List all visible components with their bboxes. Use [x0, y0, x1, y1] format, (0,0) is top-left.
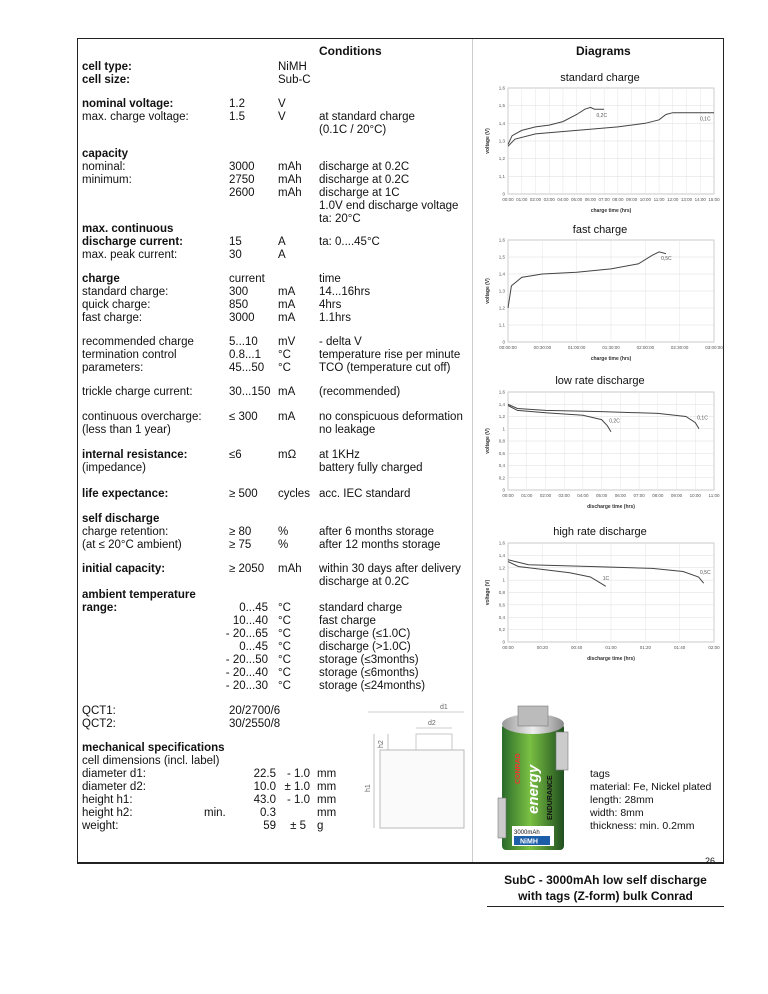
mech-unit: g	[317, 820, 324, 832]
ambient-unit: °C	[278, 654, 291, 666]
ambient-value: - 20...30	[225, 680, 268, 692]
resistance-condition-1: at 1KHz	[319, 449, 360, 461]
x-axis-label: charge time (hrs)	[590, 356, 632, 362]
mech-unit: mm	[317, 807, 337, 819]
series-label: 0,5C	[700, 570, 711, 577]
termination-unit-3: °C	[278, 362, 291, 374]
y-tick-label: 1,4	[498, 120, 505, 126]
charge-value-1: 300	[229, 286, 249, 298]
cell-type-label: cell type:	[82, 61, 132, 73]
capacity-condition-1: discharge at 0.2C	[319, 161, 410, 173]
overcharge-label-1: continuous overcharge:	[82, 411, 202, 423]
tags-heading: tags	[590, 768, 610, 780]
trickle-condition: (recommended)	[319, 386, 401, 398]
life-value: ≥ 500	[229, 488, 258, 500]
capacity-value-2: 2750	[229, 174, 255, 186]
termination-value-2: 0.8...1	[229, 349, 261, 361]
mech-value: 0.3	[260, 807, 276, 819]
voltage-condition-2: (0.1C / 20°C)	[319, 124, 387, 136]
resistance-label-1: internal resistance:	[82, 449, 188, 461]
charge-time-heading: time	[319, 273, 341, 285]
x-tick-label: 01:00	[605, 645, 617, 650]
initial-capacity-value: ≥ 2050	[229, 563, 265, 575]
x-tick-label: 01:00:00	[567, 345, 586, 350]
y-tick-label: 0,6	[498, 602, 505, 608]
qct1-value: 20/2700/6	[229, 705, 281, 717]
termination-condition-1: - delta V	[319, 336, 362, 348]
mechanical-dimensions-note: cell dimensions (incl. label)	[82, 755, 220, 767]
x-tick-label: 07:00	[598, 197, 610, 202]
tags-thickness: thickness: min. 0.2mm	[590, 820, 695, 832]
ambient-value: - 20...65	[225, 628, 268, 640]
ambient-value: 10...40	[232, 615, 268, 627]
battery-photo	[490, 702, 580, 854]
ambient-value: 0...45	[239, 602, 268, 614]
x-tick-label: 04:00	[557, 197, 569, 202]
series-label: 0,1C	[700, 116, 711, 123]
max-voltage-label: max. charge voltage:	[82, 111, 189, 123]
battery-tag-side	[556, 732, 568, 770]
y-axis-label: voltage (V)	[485, 579, 491, 606]
y-tick-label: 1,6	[498, 237, 505, 243]
charge-value-2: 850	[229, 299, 249, 311]
h2-label: h2	[378, 740, 385, 748]
resistance-value: ≤6	[229, 449, 242, 461]
x-axis-label: discharge time (hrs)	[587, 504, 635, 510]
initial-capacity-condition-1: within 30 days after delivery	[319, 563, 461, 575]
tags-width: width: 8mm	[590, 807, 644, 819]
termination-condition-3: TCO (temperature cut off)	[319, 362, 451, 374]
x-tick-label: 00:20	[536, 645, 548, 650]
ambient-label-1: ambient temperature	[82, 589, 196, 601]
overcharge-condition-2: no leakage	[319, 424, 376, 436]
height-h1-label: height h1:	[82, 794, 133, 806]
mech-tolerance: ± 5	[290, 820, 306, 832]
termination-condition-2: temperature rise per minute	[319, 349, 461, 361]
series-label: 0,2C	[609, 418, 620, 425]
x-tick-label: 10:00	[639, 197, 651, 202]
ambient-condition: discharge (>1.0C)	[319, 641, 411, 653]
x-tick-label: 09:00	[625, 197, 638, 202]
x-axis-label: charge time (hrs)	[590, 208, 632, 214]
x-tick-label: 05:00	[571, 197, 583, 202]
x-tick-label: 00:30:00	[533, 345, 552, 350]
y-tick-label: 1,5	[498, 103, 505, 109]
ambient-value: - 20...40	[225, 667, 268, 679]
charge-unit-2: mA	[278, 299, 296, 311]
ambient-unit: °C	[278, 602, 291, 614]
x-tick-label: 06:00	[614, 493, 626, 498]
ambient-unit: °C	[278, 641, 291, 653]
y-axis-label: voltage (V)	[485, 128, 491, 154]
charge-value-3: 3000	[229, 312, 255, 324]
current-value-2: 30	[229, 249, 242, 261]
y-tick-label: 0,4	[498, 614, 505, 620]
series-label: 0,5C	[661, 255, 672, 262]
standard-charge-chart	[480, 84, 720, 216]
x-tick-label: 03:00	[558, 493, 570, 498]
mech-unit: mm	[317, 781, 337, 793]
y-tick-label: 1,6	[498, 540, 505, 546]
qct2-label: QCT2:	[82, 718, 116, 730]
mech-unit: mm	[317, 768, 337, 780]
mechanical-heading: mechanical specifications	[82, 742, 225, 754]
capacity-value-3: 2600	[229, 187, 255, 199]
ambient-label-2: range:	[82, 602, 118, 614]
termination-value-1: 5...10	[229, 336, 258, 348]
y-tick-label: 0,8	[498, 590, 505, 595]
chart-title: fast charge	[572, 224, 628, 236]
y-tick-label: 0	[502, 639, 505, 645]
y-tick-label: 1,2	[498, 565, 505, 571]
max-voltage-value: 1.5	[229, 111, 245, 123]
y-tick-label: 1,1	[498, 322, 505, 328]
y-tick-label: 0,2	[498, 475, 505, 481]
y-tick-label: 1,3	[498, 138, 505, 144]
trickle-unit: mA	[278, 386, 296, 398]
charge-time-2: 4hrs	[319, 299, 342, 311]
y-tick-label: 1,3	[498, 288, 505, 294]
nominal-voltage-label: nominal voltage:	[82, 98, 174, 110]
series-label: 0,1C	[697, 415, 708, 422]
charge-current-heading: current	[229, 273, 265, 285]
battery-chemistry: NiMH	[520, 838, 538, 846]
conditions-heading: Conditions	[319, 44, 382, 58]
high-rate-discharge-chart	[480, 539, 720, 664]
x-tick-label: 00:00:00	[499, 345, 517, 350]
selfdischarge-value-2: ≥ 75	[229, 539, 252, 551]
x-tick-label: 01:20	[639, 645, 651, 650]
y-tick-label: 0	[502, 339, 505, 345]
y-tick-label: 0,6	[498, 450, 505, 456]
diagrams-heading: Diagrams	[576, 44, 631, 58]
ambient-condition: standard charge	[319, 602, 403, 614]
page-number: 26	[705, 856, 716, 866]
battery-tag-top	[518, 706, 548, 726]
termination-label-2: termination control	[82, 349, 177, 361]
x-tick-label: 13:00	[680, 197, 693, 202]
life-label: life expectance:	[82, 488, 169, 500]
capacity-unit-3: mAh	[278, 187, 302, 199]
x-tick-label: 00:00	[502, 645, 514, 650]
current-unit-1: A	[278, 236, 286, 248]
capacity-heading: capacity	[82, 148, 129, 160]
d1-label: d1	[440, 704, 448, 711]
footer-line-2: with tags (Z-form) bulk Conrad	[518, 889, 693, 903]
x-tick-label: 06:00	[584, 197, 597, 202]
chart-title: low rate discharge	[555, 375, 645, 387]
charge-unit-3: mA	[278, 312, 296, 324]
qct1-label: QCT1:	[82, 705, 116, 717]
trickle-label: trickle charge current:	[82, 386, 193, 398]
x-tick-label: 01:00	[521, 493, 533, 498]
x-tick-label: 03:00:00	[705, 345, 723, 350]
qct2-value: 30/2550/8	[229, 718, 281, 730]
diameter-d1-label: diameter d1:	[82, 768, 146, 780]
x-tick-label: 11:00	[653, 197, 665, 202]
y-tick-label: 1,2	[498, 305, 505, 311]
mech-value: 10.0	[253, 781, 276, 793]
x-tick-label: 12:00	[667, 197, 679, 202]
footer-product-title	[487, 872, 724, 907]
x-tick-label: 00:00	[502, 493, 514, 498]
overcharge-value: ≤ 300	[229, 411, 258, 423]
charge-time-3: 1.1hrs	[319, 312, 351, 324]
capacity-condition-4: 1.0V end discharge voltage	[319, 200, 459, 212]
y-tick-label: 0,2	[498, 627, 505, 633]
x-tick-label: 11:00	[708, 493, 720, 498]
y-tick-label: 1,5	[498, 254, 505, 260]
x-tick-label: 00:40	[571, 645, 583, 650]
low-rate-discharge-chart	[480, 388, 720, 512]
capacity-unit-1: mAh	[278, 161, 302, 173]
chart-title: high rate discharge	[553, 526, 647, 538]
y-tick-label: 1	[502, 577, 505, 583]
dimension-drawing	[360, 700, 480, 835]
selfdischarge-condition-1: after 6 months storage	[319, 526, 435, 538]
x-tick-label: 14:00	[694, 197, 706, 202]
battery-line: energy	[525, 764, 542, 814]
mech-unit: mm	[317, 794, 337, 806]
life-unit: cycles	[278, 488, 310, 500]
y-axis-label: voltage (V)	[485, 278, 491, 304]
termination-unit-2: °C	[278, 349, 291, 361]
current-condition: ta: 0....45°C	[319, 236, 380, 248]
chart-title: standard charge	[560, 72, 640, 84]
h1-label: h1	[365, 784, 372, 792]
current-label-2: discharge current:	[82, 236, 183, 248]
mech-value: 59	[263, 820, 276, 832]
current-unit-2: A	[278, 249, 286, 261]
capacity-nominal-label: nominal:	[82, 161, 126, 173]
y-tick-label: 1,1	[498, 173, 505, 179]
x-tick-label: 02:00	[539, 493, 552, 498]
trickle-value: 30...150	[229, 386, 271, 398]
termination-unit-1: mV	[278, 336, 296, 348]
weight-label: weight:	[82, 820, 119, 832]
selfdischarge-label-1: charge retention:	[82, 526, 169, 538]
current-value-1: 15	[229, 236, 242, 248]
height-h2-label: height h2:	[82, 807, 133, 819]
tags-length: length: 28mm	[590, 794, 654, 806]
terminal-outline	[416, 734, 452, 750]
x-tick-label: 09:00	[670, 493, 683, 498]
ambient-unit: °C	[278, 628, 291, 640]
x-tick-label: 04:00	[577, 493, 589, 498]
initial-capacity-unit: mAh	[278, 563, 302, 575]
y-tick-label: 1,4	[498, 271, 505, 277]
footer-line-1: SubC - 3000mAh low self discharge	[504, 873, 707, 887]
x-tick-label: 02:30:00	[670, 345, 689, 350]
charge-heading: charge	[82, 273, 120, 285]
x-tick-label: 02:00	[529, 197, 542, 202]
battery-tag-bottom	[498, 798, 506, 838]
tags-material: material: Fe, Nickel plated	[590, 781, 712, 793]
capacity-unit-2: mAh	[278, 174, 302, 186]
series-label: 0,2C	[596, 113, 608, 120]
ambient-value: 0...45	[239, 641, 268, 653]
y-tick-label: 1	[502, 426, 505, 432]
battery-endurance: ENDURANCE	[547, 775, 554, 820]
y-tick-label: 0,4	[498, 463, 505, 468]
y-tick-label: 0	[502, 487, 505, 493]
y-tick-label: 1,2	[498, 414, 505, 419]
resistance-unit: mΩ	[278, 449, 297, 461]
y-tick-label: 0,8	[498, 438, 505, 444]
voltage-condition-1: at standard charge	[319, 111, 415, 123]
charge-label-1: standard charge:	[82, 286, 169, 298]
x-tick-label: 05:00	[596, 493, 608, 498]
x-axis-label: discharge time (hrs)	[587, 656, 635, 662]
ambient-unit: °C	[278, 615, 291, 627]
initial-capacity-label: initial capacity:	[82, 563, 166, 575]
x-tick-label: 01:40	[674, 645, 686, 650]
x-tick-label: 02:00	[708, 645, 720, 650]
x-tick-label: 08:00	[612, 197, 624, 202]
peak-current-label: max. peak current:	[82, 249, 178, 261]
selfdischarge-unit-1: %	[278, 526, 289, 538]
capacity-condition-5: ta: 20°C	[319, 213, 361, 225]
ambient-condition: storage (≤3months)	[319, 654, 419, 666]
ambient-condition: storage (≤6months)	[319, 667, 419, 679]
charge-time-1: 14...16hrs	[319, 286, 371, 298]
ambient-condition: discharge (≤1.0C)	[319, 628, 411, 640]
selfdischarge-condition-2: after 12 months storage	[319, 539, 441, 551]
selfdischarge-unit-2: %	[278, 539, 289, 551]
x-tick-label: 15:00	[708, 197, 720, 202]
mech-tolerance: - 1.0	[286, 794, 310, 806]
initial-capacity-condition-2: discharge at 0.2C	[319, 576, 410, 588]
x-tick-label: 03:00	[543, 197, 555, 202]
cell-size-label: cell size:	[82, 74, 130, 86]
charge-label-3: fast charge:	[82, 312, 143, 324]
y-tick-label: 1,4	[498, 401, 505, 407]
ambient-unit: °C	[278, 667, 291, 679]
resistance-condition-2: battery fully charged	[319, 462, 423, 474]
capacity-minimum-label: minimum:	[82, 174, 132, 186]
x-tick-label: 00:00	[502, 197, 514, 202]
battery-capacity: 3000mAh	[514, 830, 540, 836]
y-tick-label: 0	[502, 191, 505, 197]
charge-unit-1: mA	[278, 286, 296, 298]
selfdischarge-heading: self discharge	[82, 513, 160, 525]
fast-charge-chart	[480, 236, 723, 364]
nominal-voltage-unit: V	[278, 98, 286, 110]
charge-label-2: quick charge:	[82, 299, 151, 311]
cell-size-value: Sub-C	[278, 74, 311, 86]
x-tick-label: 10:00	[689, 493, 701, 498]
x-tick-label: 01:00	[516, 197, 528, 202]
capacity-value-1: 3000	[229, 161, 255, 173]
y-tick-label: 1,6	[498, 389, 505, 395]
capacity-condition-3: discharge at 1C	[319, 187, 400, 199]
overcharge-condition-1: no conspicuous deformation	[319, 411, 463, 423]
x-tick-label: 01:30:00	[602, 345, 620, 350]
cell-type-value: NiMH	[278, 61, 307, 73]
ambient-condition: fast charge	[319, 615, 376, 627]
termination-value-3: 45...50	[229, 362, 265, 374]
x-tick-label: 02:00:00	[636, 345, 655, 350]
termination-label-1: recommended charge	[82, 336, 194, 348]
y-tick-label: 1,6	[498, 85, 505, 91]
battery-brand: CONRAD	[515, 753, 522, 784]
bottom-rule	[77, 863, 724, 864]
capacity-condition-2: discharge at 0.2C	[319, 174, 410, 186]
height-h2-min: min.	[204, 807, 226, 819]
max-voltage-unit: V	[278, 111, 286, 123]
d2-label: d2	[428, 720, 436, 727]
y-tick-label: 1,4	[498, 552, 505, 558]
termination-label-3: parameters:	[82, 362, 144, 374]
mech-tolerance: ± 1.0	[284, 781, 310, 793]
overcharge-unit: mA	[278, 411, 296, 423]
mech-tolerance: - 1.0	[286, 768, 310, 780]
mech-value: 43.0	[253, 794, 276, 806]
ambient-unit: °C	[278, 680, 291, 692]
selfdischarge-value-1: ≥ 80	[229, 526, 252, 538]
cell-outline	[380, 750, 464, 828]
life-condition: acc. IEC standard	[319, 488, 411, 500]
x-tick-label: 08:00	[652, 493, 664, 498]
x-tick-label: 07:00	[633, 493, 645, 498]
y-axis-label: voltage (V)	[485, 428, 491, 454]
mech-value: 22.5	[253, 768, 276, 780]
ambient-value: - 20...50	[225, 654, 268, 666]
y-tick-label: 1,2	[498, 156, 505, 162]
diameter-d2-label: diameter d2:	[82, 781, 146, 793]
ambient-condition: storage (≤24months)	[319, 680, 426, 692]
current-label-1: max. continuous	[82, 223, 174, 235]
nominal-voltage-value: 1.2	[229, 98, 245, 110]
overcharge-label-2: (less than 1 year)	[82, 424, 171, 436]
series-label: 1C	[602, 576, 610, 583]
resistance-label-2: (impedance)	[82, 462, 146, 474]
selfdischarge-label-2: (at ≤ 20°C ambient)	[82, 539, 182, 551]
